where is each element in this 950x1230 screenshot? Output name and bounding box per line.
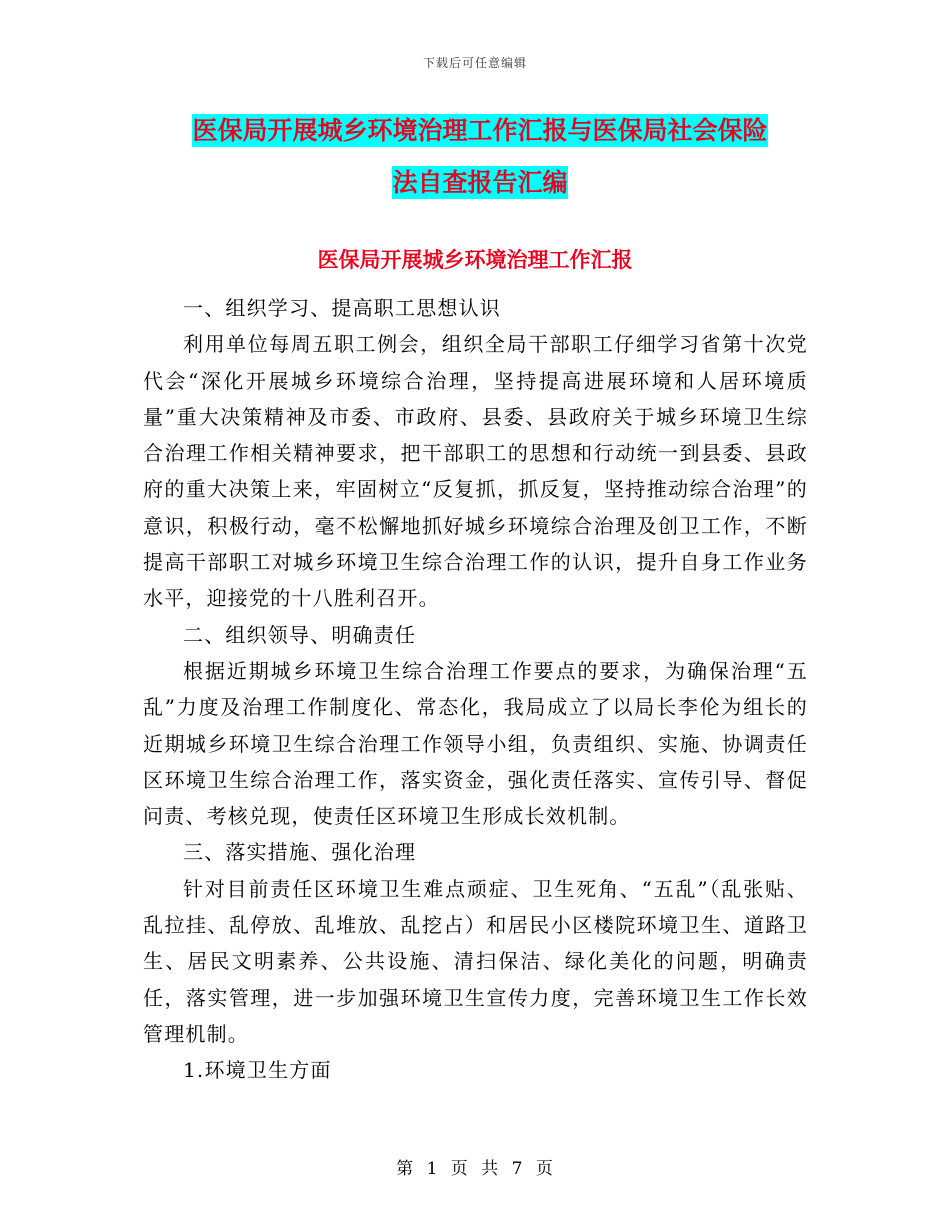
document-title xyxy=(140,105,820,209)
header-note: 下载后可任意编辑 xyxy=(422,56,527,70)
page-footer: 第 1 页 共 7 页 xyxy=(396,1159,554,1179)
heading-organize-study: 一、组织学习、提高职工思想认识 xyxy=(183,296,501,320)
document-body xyxy=(143,290,808,1089)
title-line-2: 法自查报告汇编 xyxy=(392,168,568,197)
paragraph-measures: 针对目前责任区环境卫生难点顽症、卫生死角、“五乱”（乱张贴、乱拉挂、乱停放、乱堆放、乱挖占）和居民小区楼院环境卫生、道路卫生、居民文明素养、公共设施、清扫保洁、绿化美化的问题，明确责任，落实管理，进一步加强环境卫生宣传力度，完善环境卫生工作长效管理机制。 xyxy=(143,876,808,1046)
heading-measures: 三、落实措施、强化治理 xyxy=(183,840,417,865)
heading-leadership: 二、组织领导、明确责任 xyxy=(183,622,417,647)
paragraph-leadership: 根据近期城乡环境卫生综合治理工作要点的要求，为确保治理“五乱”力度及治理工作制度化、常态化，我局成立了以局长李伦为组长的近期城乡环境卫生综合治理工作领导小组，负责组织、实施、协调责任区环境卫生综合治理工作，落实资金，强化责任落实、宣传引导、督促问责、考核兑现，使责任区环境卫生形成长效机制。 xyxy=(143,658,808,829)
paragraph-study: 利用单位每周五职工例会，组织全局干部职工仔细学习省第十次党代会“深化开展城乡环境综合治理，坚持提高进展环境和人居环境质量”重大决策精神及市委、市政府、县委、县政府关于城乡环境卫生综合治理工作相关精神要求，把干部职工的思想和行动统一到县委、县政府的重大决策上来，牢固树立“反复抓，抓反复，坚持推动综合治理”的意识，积极行动，毫不松懈地抓好城乡环境综合治理及创卫工作，不断提高干部职工对城乡环境卫生综合治理工作的认识，提升自身工作业务水平，迎接党的十八胜利召开。 xyxy=(143,332,808,611)
section-title: 医保局开展城乡环境治理工作汇报 xyxy=(317,247,633,272)
title-line-1: 医保局开展城乡环境治理工作汇报与医保局社会保险 xyxy=(192,116,768,145)
heading-environment-hygiene: 1.环境卫生方面 xyxy=(183,1058,332,1083)
